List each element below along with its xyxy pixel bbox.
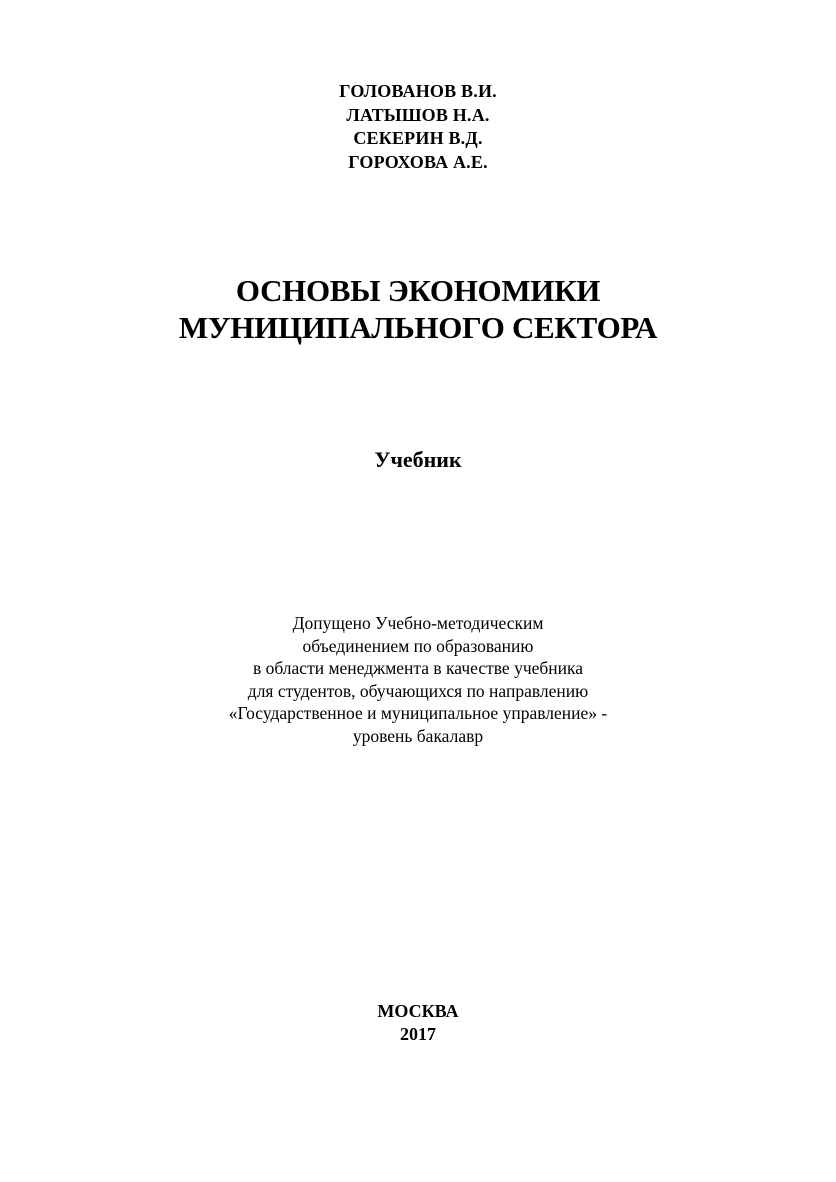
approval-line: уровень бакалавр bbox=[352, 725, 484, 746]
imprint bbox=[0, 1000, 836, 1046]
book-type: Учебник bbox=[374, 447, 462, 472]
approval-line: для студентов, обучающихся по направлению bbox=[247, 680, 589, 701]
author-name: ГОРОХОВА А.Е. bbox=[348, 151, 488, 172]
approval-line: объединением по образованию bbox=[302, 635, 534, 656]
author-name: СЕКЕРИН В.Д. bbox=[353, 128, 483, 148]
approval-line: «Государственное и муниципальное управление» - bbox=[228, 703, 608, 723]
book-title-line: МУНИЦИПАЛЬНОГО СЕКТОРА bbox=[178, 310, 658, 345]
approval-line: Допущено Учебно-методическим bbox=[292, 613, 544, 633]
imprint-year: 2017 bbox=[400, 1024, 436, 1044]
book-title-line: ОСНОВЫ ЭКОНОМИКИ bbox=[235, 273, 601, 308]
author-name: ЛАТЫШОВ Н.А. bbox=[346, 104, 490, 125]
imprint-city: МОСКВА bbox=[377, 1001, 459, 1021]
approval-statement bbox=[0, 612, 836, 747]
approval-line: в области менеджмента в качестве учебника bbox=[252, 658, 584, 678]
author-name: ГОЛОВАНОВ В.И. bbox=[339, 81, 497, 101]
book-title bbox=[0, 272, 836, 346]
authors-list bbox=[0, 80, 836, 174]
